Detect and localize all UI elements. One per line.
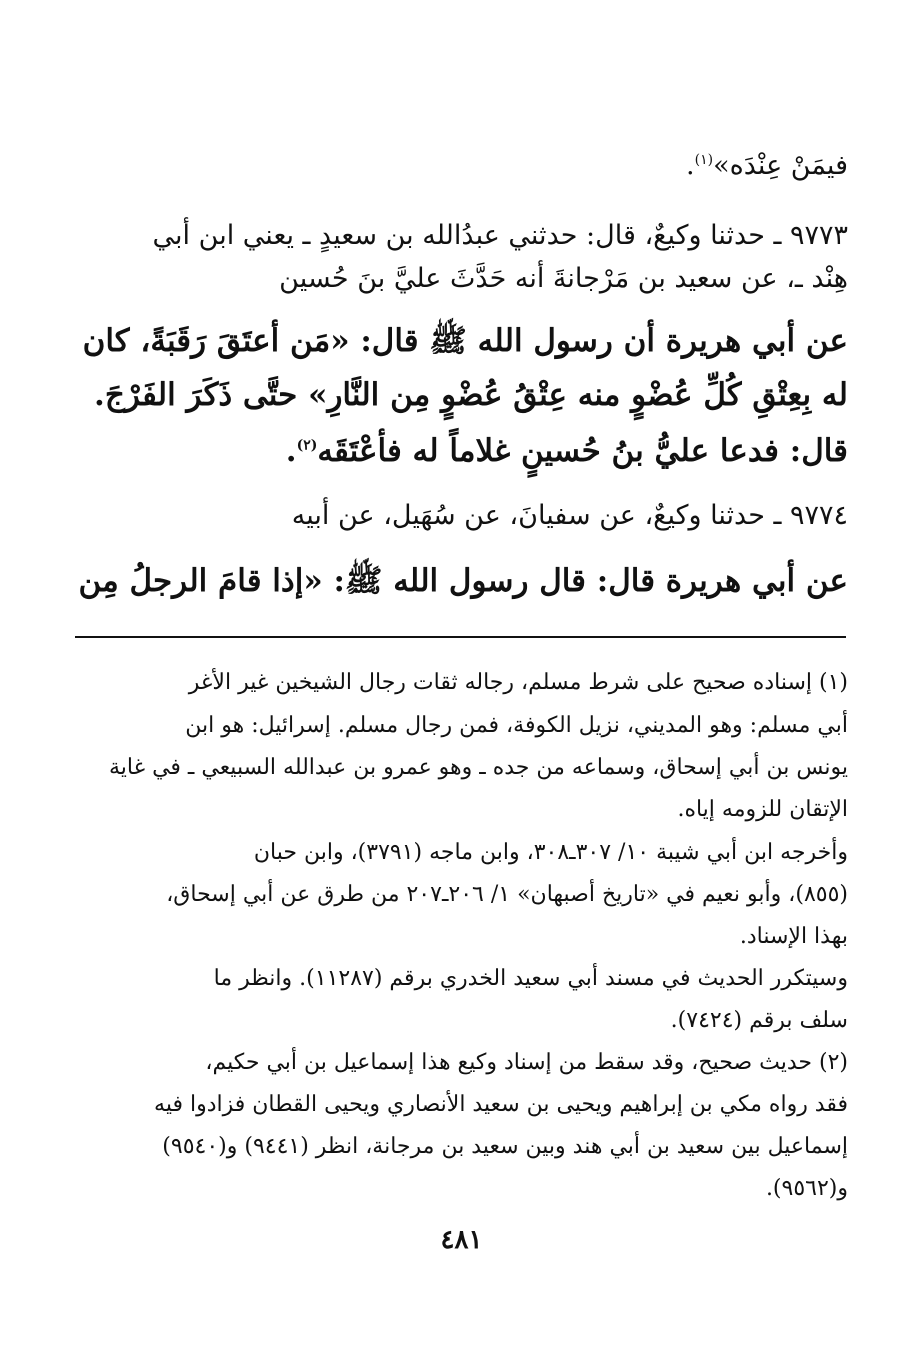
footnote-2-line-4: و(٩٥٦٢). <box>765 1176 848 1201</box>
footnote-separator <box>75 636 846 638</box>
hadith-9773-line-5-text: قال: فدعا عليُّ بنُ حُسينٍ غلاماً له فأعْتَقَه <box>317 433 848 469</box>
footnote-1-line-1: (١) إسناده صحيح على شرط مسلم، رجاله ثقات رجال الشيخين غير الأغر <box>188 670 848 695</box>
footnote-1-line-2: أبي مسلم: وهو المديني، نزيل الكوفة، فمن رجال مسلم. إسرائيل: هو ابن <box>185 713 848 738</box>
hadith-9773-line-2: هِنْد ـ، عن سعيد بن مَرْجانةَ أنه حَدَّثَ عليَّ بنَ حُسين <box>279 263 848 294</box>
footnote-2-line-1: (٢) حديث صحيح، وقد سقط من إسناد وكيع هذا إسماعيل بن أبي حكيم، <box>205 1050 848 1075</box>
hadith-9773-line-3: عن أبي هريرة أن رسول الله ﷺ قال: «مَن أعتَقَ رَقَبَةً، كان <box>82 323 848 359</box>
footnote-2-line-2: فقد رواه مكي بن إبراهيم ويحيى بن سعيد الأنصاري ويحيى القطان فزادوا فيه <box>154 1092 848 1117</box>
footnote-1-line-5: وأخرجه ابن أبي شيبة ١٠/ ٣٠٧ـ٣٠٨، وابن ماجه (٣٧٩١)، وابن حبان <box>253 840 848 865</box>
footnote-ref-2: (٢) <box>296 437 318 454</box>
main-text-line-1 <box>686 150 848 181</box>
page-number: ٤٨١ <box>440 1225 483 1255</box>
main-text-line-1-text: فيمَنْ عِنْدَه» <box>713 150 848 181</box>
footnote-1-line-6: (٨٥٥)، وأبو نعيم في «تاريخ أصبهان» ١/ ٢٠٦ـ٢٠٧ من طرق عن أبي إسحاق، <box>166 882 848 907</box>
footnote-1-line-8: وسيتكرر الحديث في مسند أبي سعيد الخدري برقم (١١٢٨٧). وانظر ما <box>213 966 848 991</box>
footnote-2-line-3: إسماعيل بين سعيد بن أبي هند وبين سعيد بن مرجانة، انظر (٩٤٤١) و(٩٥٤٠) <box>162 1134 848 1159</box>
footnote-1-line-9: سلف برقم (٧٤٢٤). <box>670 1008 848 1033</box>
footnote-ref-1: (١) <box>694 152 714 168</box>
footnote-1-line-7: بهذا الإسناد. <box>739 924 848 949</box>
hadith-9773-line-4: له بِعِتْقِ كُلِّ عُضْوٍ منه عِتْقُ عُضْوٍ مِن النَّارِ» حتَّى ذَكَرَ الفَرْجَ. <box>94 377 848 413</box>
hadith-9774-line-2: عن أبي هريرة قال: قال رسول الله ﷺ: «إذا قامَ الرجلُ مِن <box>78 563 848 599</box>
hadith-9773-line-1: ٩٧٧٣ ـ حدثنا وكيعٌ، قال: حدثني عبدُالله بن سعيدٍ ـ يعني ابن أبي <box>152 220 848 251</box>
hadith-9774-line-1: ٩٧٧٤ ـ حدثنا وكيعٌ، عن سفيانَ، عن سُهَيل، عن أبيه <box>291 500 848 531</box>
footnote-1-line-4: الإتقان للزومه إياه. <box>677 797 848 822</box>
hadith-9773-line-5 <box>286 433 848 469</box>
main-text-line-1-end: . <box>686 150 695 181</box>
hadith-9773-line-5-end: . <box>285 433 297 469</box>
footnote-1-line-3: يونس بن أبي إسحاق، وسماعه من جده ـ وهو عمرو بن عبدالله السبيعي ـ في غاية <box>108 755 848 780</box>
